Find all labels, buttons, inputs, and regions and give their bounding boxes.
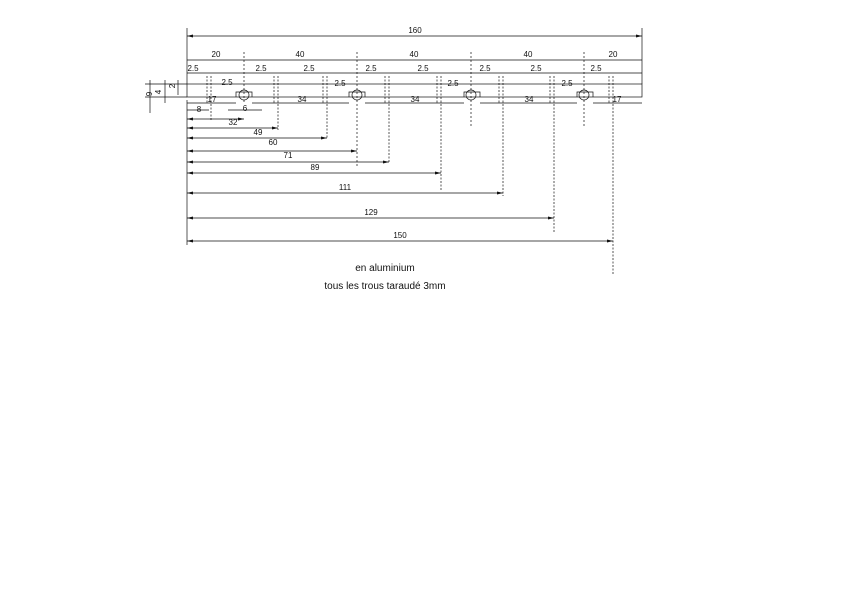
dim-slot: 2.5 — [255, 64, 267, 73]
dim-datum: 32 — [228, 118, 238, 127]
dim-slot: 2.5 — [590, 64, 602, 73]
dim-datum: 89 — [310, 163, 320, 172]
dim-slot: 2.5 — [303, 64, 315, 73]
dim-height-mid: 4 — [154, 89, 163, 95]
hole — [579, 90, 589, 100]
dim-slot: 2.5 — [561, 79, 573, 88]
dim-slot: 2.5 — [479, 64, 491, 73]
dim-slot-span: 34 — [297, 95, 307, 104]
dim-slot: 2.5 — [221, 78, 233, 87]
dim-slot: 2.5 — [530, 64, 542, 73]
dim-spacing: 40 — [409, 50, 419, 59]
dim-spacing: 20 — [211, 50, 221, 59]
dim-slot-span: 34 — [410, 95, 420, 104]
dim-slot-span: 34 — [524, 95, 534, 104]
dim-datum: 49 — [253, 128, 263, 137]
dim-slot: 2.5 — [417, 64, 429, 73]
material-note: en aluminium — [355, 263, 415, 274]
dim-slot: 2.5 — [334, 79, 346, 88]
dim-spacing: 40 — [523, 50, 533, 59]
dim-overall: 160 — [408, 26, 422, 35]
dim-datum: 111 — [338, 183, 352, 192]
dim-spacing: 40 — [295, 50, 305, 59]
dim-datum: 150 — [393, 231, 407, 240]
dim-last-offset: 17 — [612, 95, 622, 104]
threading-note: tous les trous taraudé 3mm — [324, 281, 446, 292]
dim-left-short: 8 — [196, 105, 202, 114]
dim-datum: 129 — [364, 208, 378, 217]
dim-first-offset: 17 — [207, 95, 217, 104]
dim-datum: 60 — [268, 138, 278, 147]
dim-height-inner: 2 — [168, 83, 177, 89]
dim-spacing: 20 — [608, 50, 618, 59]
hole — [239, 90, 249, 100]
dim-slot: 2.5 — [447, 79, 459, 88]
dim-datum: 71 — [283, 151, 293, 160]
hole — [466, 90, 476, 100]
dim-height-outer: 6 — [144, 91, 153, 97]
dim-slot: 2.5 — [187, 64, 199, 73]
hole — [352, 90, 362, 100]
dim-hole-diameter: 6 — [242, 104, 248, 113]
dim-slot: 2.5 — [365, 64, 377, 73]
